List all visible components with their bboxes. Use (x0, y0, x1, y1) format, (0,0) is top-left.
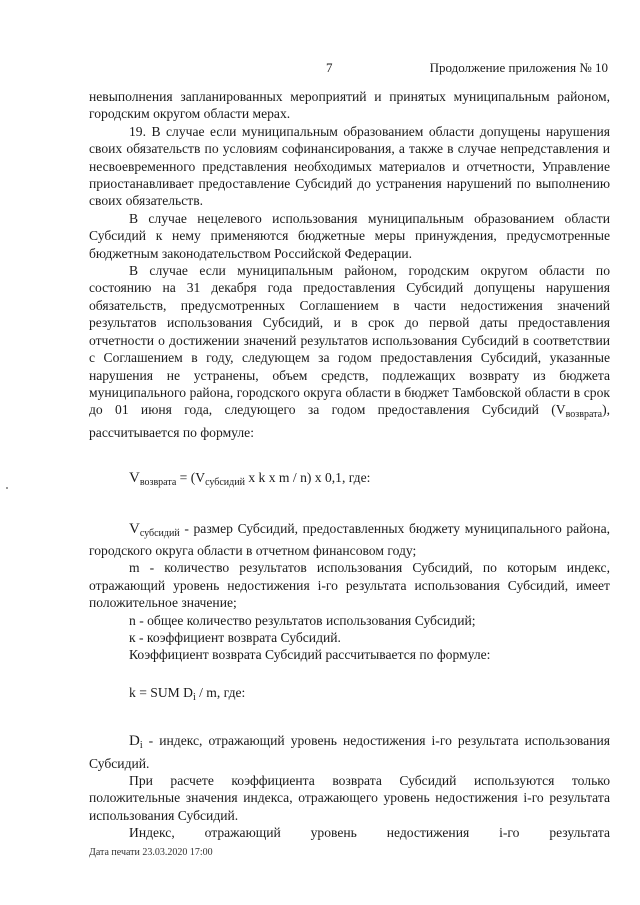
violations-v: V (555, 402, 566, 418)
def-d-sub: i (139, 740, 143, 752)
def-d-symbol: D (129, 733, 140, 750)
formula-coefficient (129, 684, 610, 706)
formula2-sub: i (192, 691, 196, 703)
paragraph-continued: невыполнения запланированных мероприятий и принятых муниципальным районом, городским округом области мерах. (89, 89, 610, 122)
formula-return-volume (129, 469, 610, 491)
scan-speck (6, 487, 8, 489)
formula1-sub1: возврата (139, 477, 177, 489)
formula1-mid: = (V (176, 470, 206, 486)
formula2-tail: / m, где: (195, 684, 246, 700)
definition-d (89, 732, 610, 772)
coefficient-intro: Коэффициент возврата Субсидий рассчитывается по формуле: (129, 647, 491, 663)
print-date: Дата печати 23.03.2020 17:00 (89, 847, 213, 858)
definition-k: к - коэффициент возврата Субсидий. (129, 629, 341, 645)
paragraph-index: Индекс, отражающий уровень недостижения i-го результата (129, 825, 610, 841)
paragraph-violations (89, 262, 610, 441)
formula1-v: V (129, 470, 140, 487)
formula1-tail: x k x m / n) x 0,1, где: (244, 470, 371, 486)
violations-text: В случае если муниципальным районом, городским округом области по состоянию на 31 декабря года предоставления Субсидий допущены нарушения обязательств, предусмотренных Соглашением в части недостижения значений результатов использования Субсидий, и в срок до первой даты предоставления отчетности о достижении значений результатов использования Субсидий в соответствии с Соглашением в году, следующем за годом предоставления Субсидий, указанные нарушения не устранены, объем средств, подлежащих возврату из бюджета муниципального района, городского округа области в бюджет Тамбовской области в срок до 01 июня года, следующего за годом предоставления Субсидий ( (89, 263, 610, 418)
formula1-sub2: субсидий (205, 477, 245, 489)
definition-n: n - общее количество результатов использования Субсидий; (129, 612, 476, 628)
violations-v-sub: возврата (565, 409, 603, 421)
definition-m: m - количество результатов использования Субсидий, по которым индекс, отражающий уровень недостижения i-го результата использования Субсидий, имеет положительное значение; (89, 560, 610, 611)
def-v-symbol: V (129, 520, 140, 537)
page-number: 7 (326, 60, 333, 75)
paragraph-misuse: В случае нецелевого использования муниципальным образованием области Субсидий к нему применяются бюджетные меры принуждения, предусмотренные бюджетным законодательством Российской Федерации. (89, 210, 610, 261)
def-v-sub: субсидий (139, 527, 180, 539)
appendix-continuation: Продолжение приложения № 10 (429, 60, 608, 75)
violations-tail: ), рассчитывается по формуле: (89, 402, 610, 440)
definition-v-subsidy (89, 520, 610, 560)
formula2-head: k = SUM D (129, 684, 193, 700)
paragraph-19: 19. В случае если муниципальным образованием области допущены нарушения своих обязательств по условиям софинансирования, а также в случае непредставления и несвоевременного представления необходимых материалов и отчетности, Управление приостанавливает предоставление Субсидий до устранения нарушений по выполнению своих обязательств. (89, 123, 610, 209)
document-body (89, 88, 610, 842)
def-d-text: - индекс, отражающий уровень недостижения i-го результата использования Субсидий. (89, 733, 610, 771)
def-v-text: - размер Субсидий, предоставленных бюджету муниципального района, городского округа области в отчетном финансовом году; (89, 520, 610, 558)
paragraph-calculation: При расчете коэффициента возврата Субсидий используются только положительные значения индекса, отражающего уровень недостижения i-го результата использования Субсидий. (89, 773, 610, 823)
